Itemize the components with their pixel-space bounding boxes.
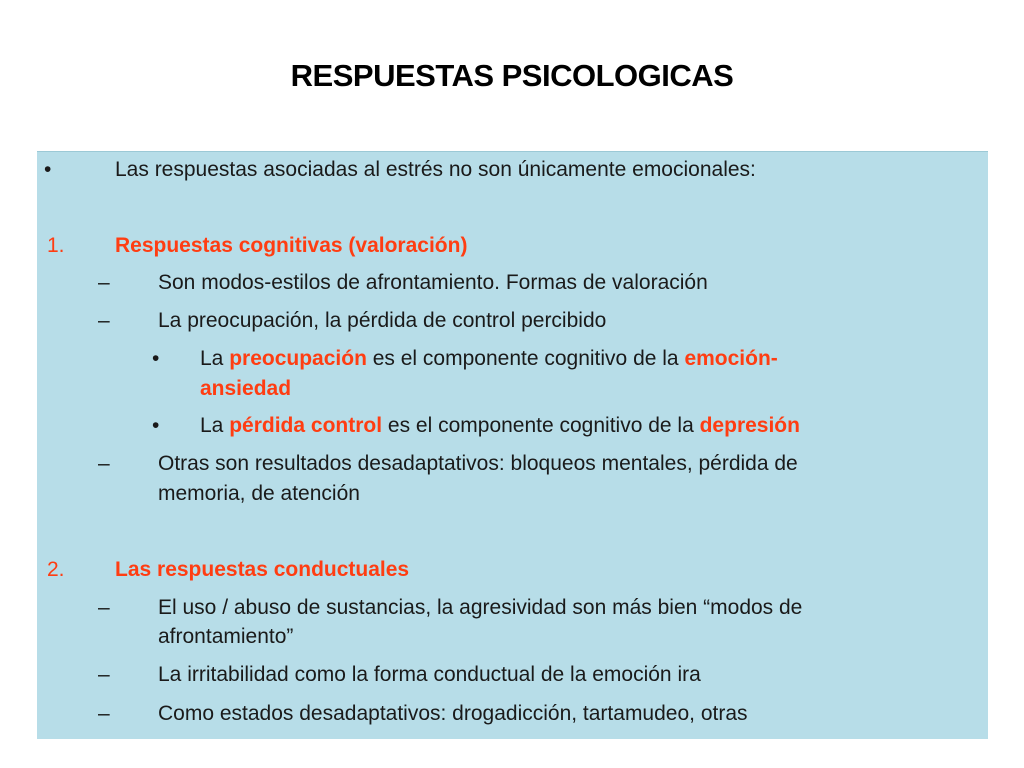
- section-1-number: 1.: [47, 234, 65, 257]
- section-1-heading: Respuestas cognitivas (valoración): [115, 234, 468, 257]
- dash-marker: –: [98, 271, 110, 294]
- section-2-number: 2.: [47, 558, 65, 581]
- sub-item-a-mid: es el componente cognitivo de la: [366, 347, 685, 370]
- intro-text: Las respuestas asociadas al estrés no son únicamente emocionales:: [115, 158, 756, 181]
- sub-item-a-line-1: [200, 345, 778, 373]
- sub-item-a-highlight-1: preocupación: [229, 347, 367, 370]
- dash-marker: –: [98, 702, 110, 725]
- section-2-item-1-line-1: El uso / abuso de sustancias, la agresividad son más bien “modos de: [158, 596, 803, 619]
- section-2-item-2: La irritabilidad como la forma conductual de la emoción ira: [158, 663, 701, 686]
- sub-item-a-line-2: ansiedad: [200, 377, 292, 400]
- section-1-item-3-line-1: Otras son resultados desadaptativos: bloqueos mentales, pérdida de: [158, 452, 798, 475]
- sub-item-b-highlight-2: depresión: [699, 414, 800, 437]
- section-1-item-3-line-2: memoria, de atención: [158, 482, 360, 505]
- sub-bullet-marker: •: [152, 347, 160, 370]
- sub-item-b-pre: La: [200, 414, 230, 437]
- section-2-heading: Las respuestas conductuales: [115, 558, 410, 581]
- dash-marker: –: [98, 596, 110, 619]
- sub-item-a-highlight-2: emoción-: [684, 347, 778, 370]
- dash-marker: –: [98, 663, 110, 686]
- sub-bullet-marker: •: [152, 414, 160, 437]
- section-1-item-2: La preocupación, la pérdida de control percibido: [158, 309, 607, 332]
- section-2-item-3: Como estados desadaptativos: drogadicción, tartamudeo, otras: [158, 702, 748, 725]
- dash-marker: –: [98, 452, 110, 475]
- section-2-item-1-line-2: afrontamiento”: [158, 625, 294, 648]
- slide-title: RESPUESTAS PSICOLOGICAS: [290, 58, 734, 93]
- bullet-marker: •: [44, 158, 52, 181]
- sub-item-b-mid: es el componente cognitivo de la: [382, 414, 700, 437]
- sub-item-a-pre: La: [200, 347, 230, 370]
- sub-item-b-highlight-1: pérdida control: [229, 414, 383, 437]
- section-1-item-1: Son modos-estilos de afrontamiento. Formas de valoración: [158, 271, 708, 294]
- dash-marker: –: [98, 309, 110, 332]
- sub-item-b: [200, 412, 800, 440]
